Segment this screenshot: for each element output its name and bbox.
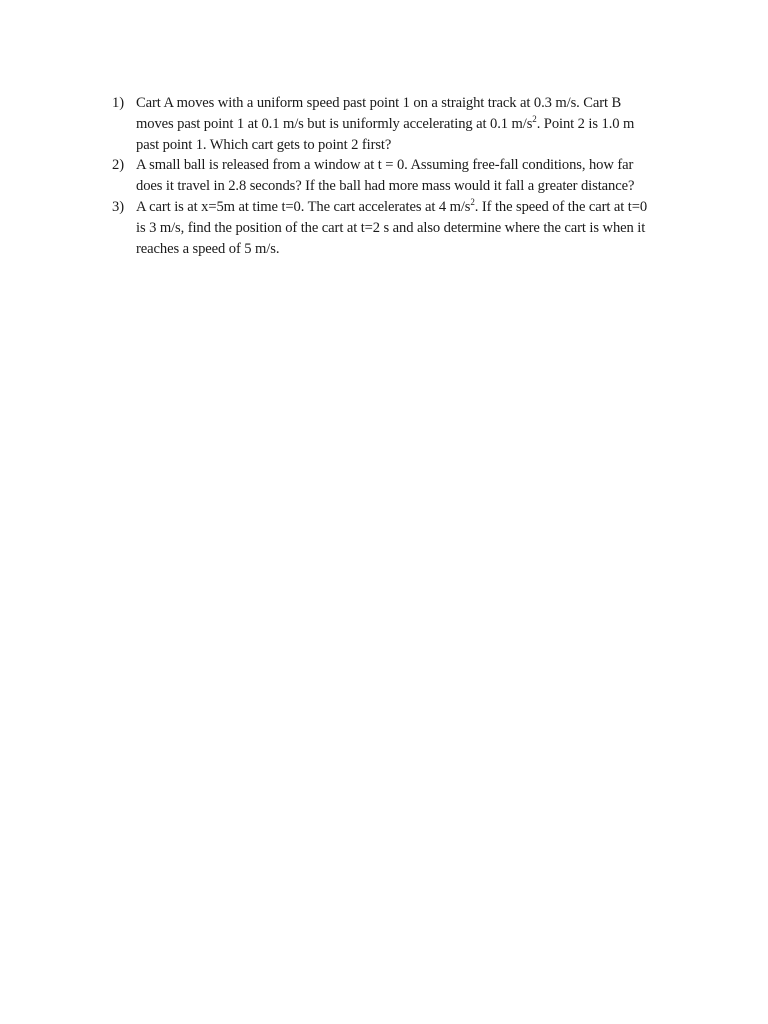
- text-run: Cart A moves with a uniform speed past point 1 on a straight track at 0.3 m/s. Cart B: [136, 95, 622, 111]
- problem-text-line: [136, 93, 672, 114]
- text-run: does it travel in 2.8 seconds? If the ball had more mass would it fall a greater distance?: [136, 178, 635, 195]
- problem-text-line: [136, 155, 672, 176]
- problem-item-3: [112, 197, 672, 259]
- problem-number: 3): [112, 198, 124, 215]
- problem-text-line: [136, 197, 672, 218]
- text-run: A cart is at x=5m at time t=0. The cart accelerates at 4 m/s: [136, 198, 471, 215]
- problem-text-line: [136, 114, 672, 135]
- problem-text-line: [136, 176, 672, 197]
- superscript: 2: [470, 196, 475, 207]
- text-run: past point 1. Which cart gets to point 2 first?: [136, 136, 392, 153]
- problem-text-line: [136, 218, 672, 239]
- problem-number: 1): [112, 95, 124, 111]
- text-run: reaches a speed of 5 m/s.: [136, 240, 280, 257]
- text-run: is 3 m/s, find the position of the cart at t=2 s and also determine where the cart is when it: [136, 219, 646, 236]
- problem-list: [112, 93, 672, 259]
- text-run: moves past point 1 at 0.1 m/s but is uniformly accelerating at 0.1 m/s: [136, 115, 533, 132]
- problem-text-line: [136, 135, 672, 156]
- superscript: 2: [532, 113, 537, 124]
- problem-item-1: [112, 93, 672, 155]
- problem-item-2: [112, 155, 672, 197]
- problem-text-line: [136, 239, 672, 260]
- problem-number: 2): [112, 157, 124, 174]
- text-run: . Point 2 is 1.0 m: [536, 115, 635, 132]
- text-run: . If the speed of the cart at t=0: [474, 198, 648, 215]
- text-run: A small ball is released from a window at t = 0. Assuming free-fall conditions, how far: [136, 157, 634, 174]
